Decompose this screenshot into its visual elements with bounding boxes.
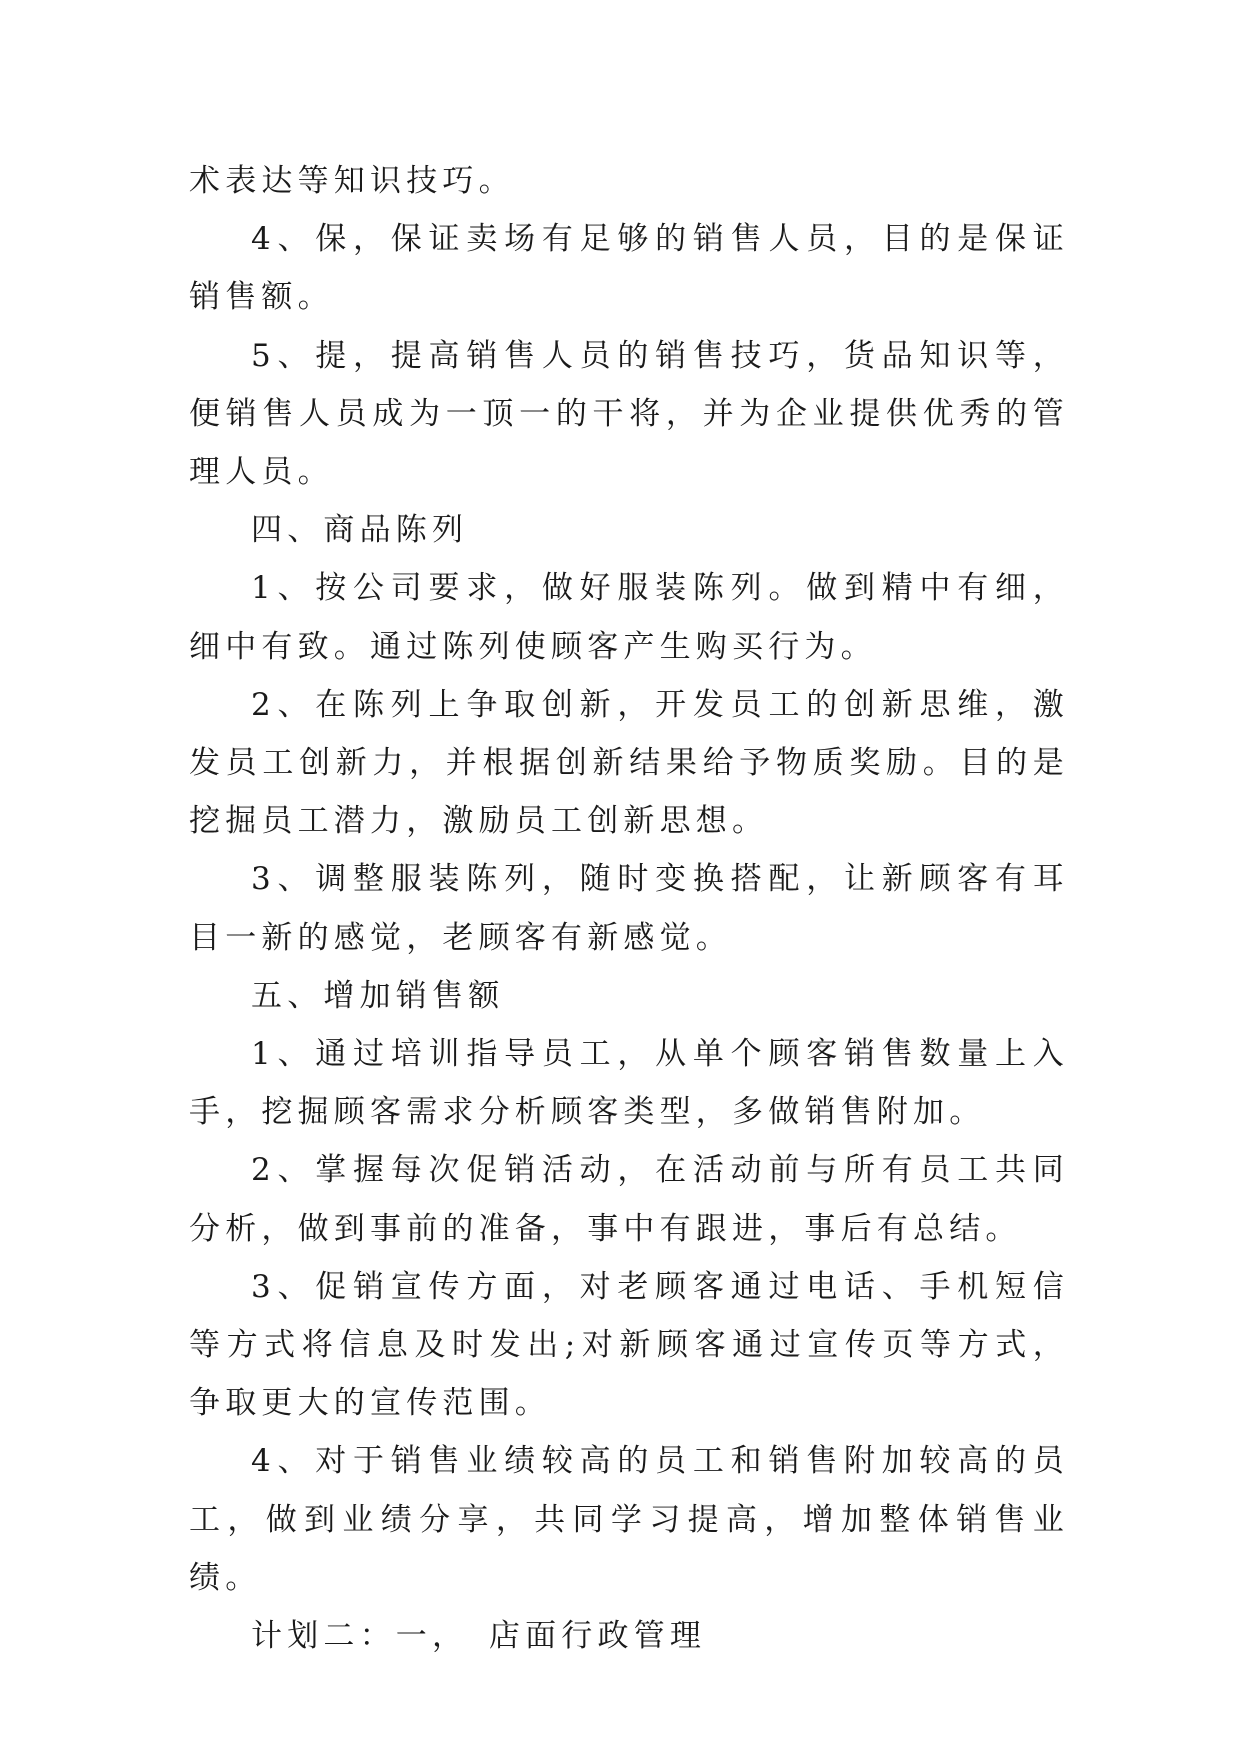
paragraph-item: 5、提，提高销售人员的销售技巧，货品知识等，便销售人员成为一顶一的干将，并为企业提供优秀的管理人员。 (189, 337, 1069, 491)
paragraph-item: 1、按公司要求，做好服装陈列。做到精中有细，细中有致。通过陈列使顾客产生购买行为。 (189, 570, 1069, 665)
section-heading: 四、商品陈列 (251, 512, 469, 549)
paragraph-item: 4、保，保证卖场有足够的销售人员，目的是保证销售额。 (189, 221, 1069, 316)
paragraph-item: 3、促销宣传方面，对老顾客通过电话、手机短信等方式将信息及时发出;对新顾客通过宣传页等方式，争取更大的宣传范围。 (189, 1268, 1069, 1422)
plan-heading: 计划二：一， 店面行政管理 (251, 1618, 707, 1655)
paragraph-item: 3、调整服装陈列，随时变换搭配，让新顾客有耳目一新的感觉，老顾客有新感觉。 (189, 861, 1069, 956)
paragraph-item: 4、对于销售业绩较高的员工和销售附加较高的员工，做到业绩分享，共同学习提高，增加整体销售业绩。 (189, 1443, 1069, 1596)
paragraph-item: 1、通过培训指导员工，从单个顾客销售数量上入手，挖掘顾客需求分析顾客类型，多做销售附加。 (189, 1036, 1069, 1131)
paragraph-item: 2、在陈列上争取创新，开发员工的创新思维，激发员工创新力，并根据创新结果给予物质奖励。目的是挖掘员工潜力，激励员工创新思想。 (189, 686, 1069, 840)
paragraph-continuation: 术表达等知识技巧。 (189, 163, 515, 199)
section-heading: 五、增加销售额 (251, 977, 505, 1014)
document-body (189, 152, 1069, 1665)
paragraph-item: 2、掌握每次促销活动，在活动前与所有员工共同分析，做到事前的准备，事中有跟进，事后有总结。 (189, 1152, 1069, 1247)
